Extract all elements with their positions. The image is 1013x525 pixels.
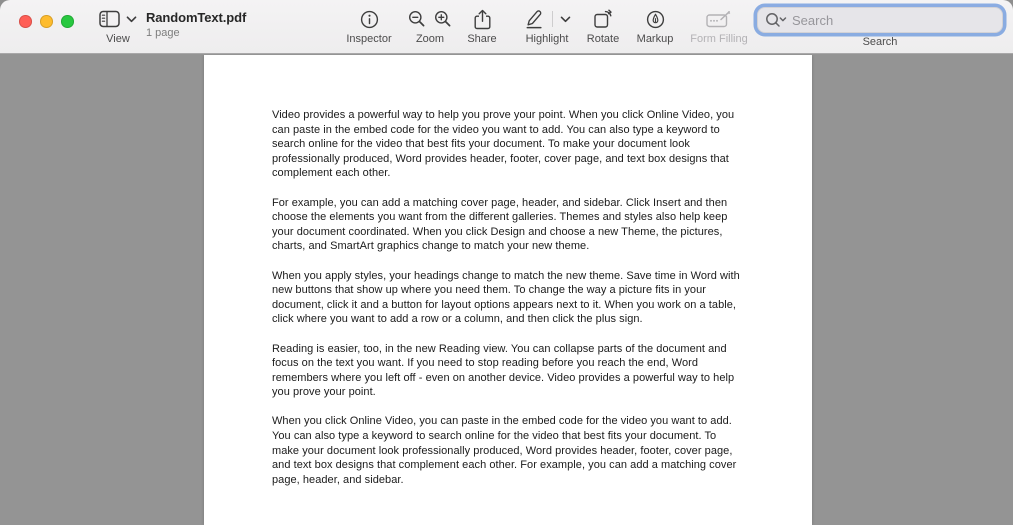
highlight-label: Highlight [525,33,569,45]
search-label: Search [862,36,898,48]
pdf-page[interactable] [204,55,812,525]
zoom-in-icon[interactable] [434,10,452,28]
share-label: Share [467,33,497,45]
rotate-icon [593,9,614,29]
form-filling-label: Form Filling [690,33,748,45]
zoom-buttons[interactable] [398,8,462,45]
close-icon[interactable] [19,15,32,28]
paragraph: For example, you can add a matching cover page, header, and sidebar. Click Insert and then choose the elements you want from the different galleries. Themes and styles also help keep your document coordinated. When you click Design and choose a new Theme, the pictures, charts, and SmartArt graphics change to match your new theme. [272,196,728,253]
chevron-down-icon [126,16,137,23]
form-filling-icon [706,10,732,29]
toolbar [0,0,1013,54]
view-label: View [106,33,130,45]
view-button[interactable] [96,8,140,45]
document-scroll-area[interactable] [0,55,1013,525]
rotate-label: Rotate [586,33,620,45]
search-input[interactable] [788,13,1002,28]
window-controls [19,15,74,28]
zoom-out-icon[interactable] [408,10,426,28]
minimize-icon[interactable] [40,15,53,28]
paragraph: When you apply styles, your headings change to match the new theme. Save time in Word with new buttons that show up where you need them. To change the way a picture fits in your document, click it and a button for layout options appears next to it. When you work on a table, click where you want to add a row or a column, and then click the plus sign. [272,269,740,326]
zoom-label: Zoom [415,33,445,45]
markup-label: Markup [636,33,674,45]
search-area [757,7,1003,48]
share-icon [474,9,491,30]
document-title: RandomText.pdf [146,10,247,25]
paragraph: Reading is easier, too, in the new Reading view. You can collapse parts of the document and focus on the text you want. If you need to stop reading before you reach the end, Word remembers where you left off - even on another device. Video provides a powerful way to help you prove your point. [272,342,735,399]
page-count: 1 page [146,27,180,39]
paragraph: Video provides a powerful way to help you prove your point. When you click Online Video, you can paste in the embed code for the video you want to add. You can also type a keyword to search online for the video that best fits your document. To make your document look professionally produced, Word provides header, footer, cover page, and text box designs that complement each other. [272,109,735,180]
form-filling-button [677,8,761,45]
search-field[interactable] [757,7,1003,33]
info-circle-icon [360,10,379,29]
inspector-button[interactable] [337,8,401,45]
share-button[interactable] [454,8,510,45]
fullscreen-icon[interactable] [61,15,74,28]
inspector-label: Inspector [346,33,392,45]
search-icon[interactable] [765,12,788,28]
sidebar-icon [99,10,120,28]
paragraph: When you click Online Video, you can paste in the embed code for the video you want to add. You can also type a keyword to search online for the video that best fits your document. To make your document look professionally produced, Word provides header, footer, cover page, and text box designs that complement each other. For example, you can add a matching cover page, header, and sidebar. [272,415,737,486]
markup-pen-icon [646,10,665,29]
window-title-area [146,10,246,40]
chevron-down-icon[interactable] [560,16,571,23]
divider [552,11,553,27]
highlight-pen-icon[interactable] [523,9,545,29]
